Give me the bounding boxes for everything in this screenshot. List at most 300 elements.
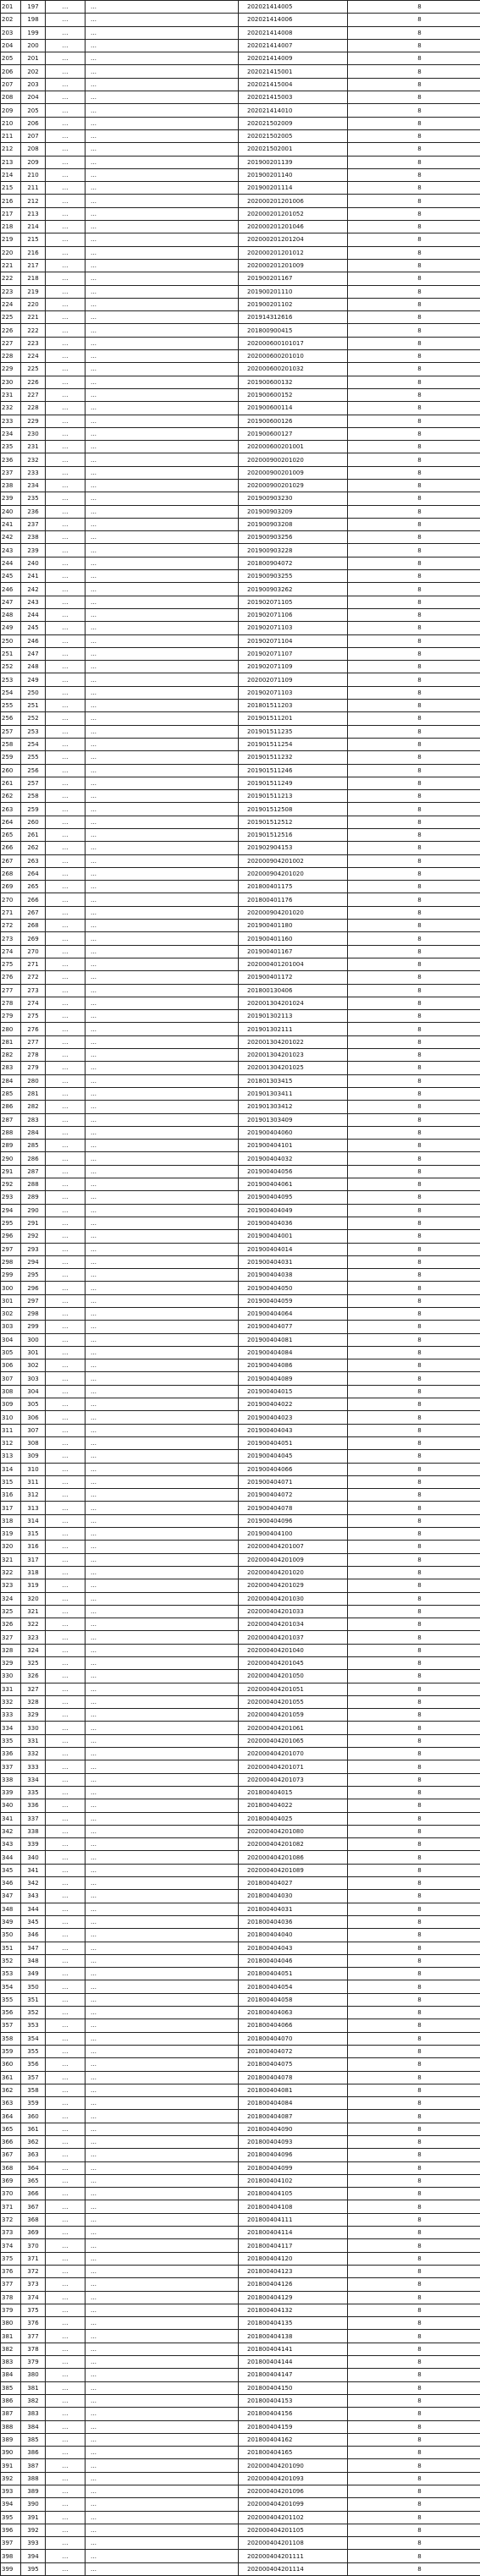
row-number-cell: 314 xyxy=(1,1463,21,1475)
sequence-cell: 339 xyxy=(21,1838,46,1851)
table-row xyxy=(1,337,480,349)
name-cell: … xyxy=(46,1695,86,1708)
college-cell: … xyxy=(86,712,239,725)
table-row xyxy=(1,207,480,220)
name-cell: … xyxy=(46,829,86,842)
score-cell: 8 xyxy=(348,2161,480,2174)
table-row xyxy=(1,324,480,337)
score-cell: 8 xyxy=(348,725,480,738)
name-cell: … xyxy=(46,1217,86,1229)
table-row xyxy=(1,686,480,699)
sequence-cell: 384 xyxy=(21,2420,46,2433)
sequence-cell: 245 xyxy=(21,622,46,634)
student-id-cell: 201901511201 xyxy=(239,712,348,725)
college-cell: … xyxy=(86,945,239,958)
sequence-cell: 360 xyxy=(21,2110,46,2123)
score-cell: 8 xyxy=(348,1579,480,1592)
table-row xyxy=(1,1424,480,1436)
college-cell: … xyxy=(86,14,239,26)
student-id-cell: 201902071103 xyxy=(239,686,348,699)
name-cell: … xyxy=(46,441,86,453)
student-id-cell: 201800404162 xyxy=(239,2433,348,2446)
table-row xyxy=(1,1657,480,1670)
sequence-cell: 326 xyxy=(21,1670,46,1683)
name-cell: … xyxy=(46,544,86,557)
student-id-cell: 202000404201061 xyxy=(239,1722,348,1734)
college-cell: … xyxy=(86,2084,239,2096)
sequence-cell: 277 xyxy=(21,1035,46,1048)
table-row xyxy=(1,2161,480,2174)
sequence-cell: 382 xyxy=(21,2394,46,2407)
student-id-cell: 201800404025 xyxy=(239,1812,348,1825)
name-cell: … xyxy=(46,2045,86,2057)
sequence-cell: 325 xyxy=(21,1657,46,1670)
score-cell: 8 xyxy=(348,65,480,78)
student-id-cell: 201902071105 xyxy=(239,596,348,608)
student-id-cell: 201902071107 xyxy=(239,647,348,660)
row-number-cell: 212 xyxy=(1,143,21,156)
score-cell: 8 xyxy=(348,712,480,725)
sequence-cell: 380 xyxy=(21,2369,46,2381)
sequence-cell: 349 xyxy=(21,1968,46,1980)
row-number-cell: 346 xyxy=(1,1877,21,1890)
score-cell: 8 xyxy=(348,531,480,544)
college-cell: … xyxy=(86,1062,239,1074)
sequence-cell: 320 xyxy=(21,1592,46,1605)
score-cell: 8 xyxy=(348,311,480,324)
score-cell: 8 xyxy=(348,2135,480,2148)
table-row xyxy=(1,1269,480,1282)
name-cell: … xyxy=(46,492,86,505)
student-id-cell: 201800404102 xyxy=(239,2174,348,2187)
college-cell: … xyxy=(86,2524,239,2536)
score-cell: 8 xyxy=(348,1929,480,1942)
name-cell: … xyxy=(46,1269,86,1282)
name-cell: … xyxy=(46,1475,86,1488)
name-cell: … xyxy=(46,2537,86,2550)
row-number-cell: 382 xyxy=(1,2343,21,2355)
name-cell: … xyxy=(46,790,86,803)
row-number-cell: 365 xyxy=(1,2123,21,2135)
college-cell: … xyxy=(86,686,239,699)
name-cell: … xyxy=(46,156,86,168)
sequence-cell: 316 xyxy=(21,1541,46,1553)
student-id-cell: 201900404014 xyxy=(239,1243,348,1255)
score-cell: 8 xyxy=(348,984,480,997)
name-cell: … xyxy=(46,2511,86,2524)
student-id-cell: 202001304201024 xyxy=(239,997,348,1009)
student-id-cell: 201900201114 xyxy=(239,182,348,195)
row-number-cell: 378 xyxy=(1,2291,21,2304)
row-number-cell: 287 xyxy=(1,1113,21,1126)
college-cell: … xyxy=(86,673,239,686)
college-cell: … xyxy=(86,1010,239,1023)
student-id-cell: 201902071106 xyxy=(239,608,348,621)
table-row xyxy=(1,1010,480,1023)
college-cell: … xyxy=(86,233,239,246)
score-cell: 8 xyxy=(348,1385,480,1398)
name-cell: … xyxy=(46,673,86,686)
row-number-cell: 319 xyxy=(1,1528,21,1541)
student-id-cell: 201900404022 xyxy=(239,1398,348,1411)
student-id-cell: 201901303411 xyxy=(239,1087,348,1100)
row-number-cell: 318 xyxy=(1,1514,21,1527)
sequence-cell: 222 xyxy=(21,324,46,337)
name-cell: … xyxy=(46,2330,86,2343)
name-cell: … xyxy=(46,2097,86,2110)
college-cell: … xyxy=(86,1579,239,1592)
sequence-cell: 292 xyxy=(21,1230,46,1243)
college-cell: … xyxy=(86,932,239,945)
name-cell: … xyxy=(46,1980,86,1993)
table-row xyxy=(1,2420,480,2433)
table-row xyxy=(1,816,480,828)
table-row xyxy=(1,1631,480,1644)
college-cell: … xyxy=(86,1929,239,1942)
row-number-cell: 361 xyxy=(1,2071,21,2084)
sequence-cell: 366 xyxy=(21,2188,46,2200)
name-cell: … xyxy=(46,78,86,91)
student-id-cell: 201900600114 xyxy=(239,402,348,415)
row-number-cell: 348 xyxy=(1,1903,21,1915)
name-cell: … xyxy=(46,415,86,427)
sequence-cell: 261 xyxy=(21,829,46,842)
name-cell: … xyxy=(46,1760,86,1773)
sequence-cell: 315 xyxy=(21,1528,46,1541)
student-id-cell: 202000404201096 xyxy=(239,2485,348,2498)
sequence-cell: 273 xyxy=(21,984,46,997)
row-number-cell: 234 xyxy=(1,427,21,440)
college-cell: … xyxy=(86,466,239,479)
student-id-cell: 201800404132 xyxy=(239,2304,348,2316)
row-number-cell: 220 xyxy=(1,246,21,259)
name-cell: … xyxy=(46,1062,86,1074)
college-cell: … xyxy=(86,285,239,298)
row-number-cell: 352 xyxy=(1,1954,21,1967)
score-cell: 8 xyxy=(348,1450,480,1463)
student-id-cell: 201800404036 xyxy=(239,1915,348,1928)
college-cell: … xyxy=(86,195,239,207)
row-number-cell: 278 xyxy=(1,997,21,1009)
name-cell: … xyxy=(46,2135,86,2148)
row-number-cell: 354 xyxy=(1,1980,21,1993)
student-id-cell: 201800404144 xyxy=(239,2356,348,2369)
name-cell: … xyxy=(46,1618,86,1631)
table-row xyxy=(1,2381,480,2394)
row-number-cell: 371 xyxy=(1,2200,21,2213)
table-row xyxy=(1,1695,480,1708)
score-cell: 8 xyxy=(348,1062,480,1074)
score-cell: 8 xyxy=(348,570,480,583)
table-row xyxy=(1,751,480,764)
score-cell: 8 xyxy=(348,661,480,673)
college-cell: … xyxy=(86,2511,239,2524)
name-cell: … xyxy=(46,1243,86,1255)
name-cell: … xyxy=(46,207,86,220)
sequence-cell: 250 xyxy=(21,686,46,699)
student-id-cell: 201800404093 xyxy=(239,2135,348,2148)
sequence-cell: 197 xyxy=(21,1,46,14)
row-number-cell: 389 xyxy=(1,2433,21,2446)
college-cell: … xyxy=(86,298,239,310)
name-cell: … xyxy=(46,2084,86,2096)
name-cell: … xyxy=(46,1553,86,1566)
name-cell: … xyxy=(46,1592,86,1605)
student-id-cell: 202000404201111 xyxy=(239,2550,348,2562)
sequence-cell: 378 xyxy=(21,2343,46,2355)
name-cell: … xyxy=(46,143,86,156)
student-id-cell: 201900404101 xyxy=(239,1140,348,1152)
sequence-cell: 248 xyxy=(21,661,46,673)
score-cell: 8 xyxy=(348,686,480,699)
sequence-cell: 221 xyxy=(21,311,46,324)
college-cell: … xyxy=(86,1023,239,1035)
name-cell: … xyxy=(46,906,86,919)
student-id-cell: 202000404201030 xyxy=(239,1592,348,1605)
table-row xyxy=(1,2524,480,2536)
score-cell: 8 xyxy=(348,1243,480,1255)
college-cell: … xyxy=(86,1359,239,1372)
table-row xyxy=(1,906,480,919)
sequence-cell: 373 xyxy=(21,2278,46,2291)
name-cell: … xyxy=(46,2304,86,2316)
table-row xyxy=(1,700,480,712)
score-cell: 8 xyxy=(348,1592,480,1605)
sequence-cell: 253 xyxy=(21,725,46,738)
table-row xyxy=(1,298,480,310)
name-cell: … xyxy=(46,1255,86,1268)
row-number-cell: 201 xyxy=(1,1,21,14)
student-id-cell: 202000404201090 xyxy=(239,2459,348,2472)
score-cell: 8 xyxy=(348,2227,480,2239)
row-number-cell: 215 xyxy=(1,182,21,195)
score-cell: 8 xyxy=(348,1165,480,1178)
table-row xyxy=(1,1722,480,1734)
table-row xyxy=(1,1321,480,1333)
row-number-cell: 223 xyxy=(1,285,21,298)
name-cell: … xyxy=(46,712,86,725)
student-id-cell: 202000404201071 xyxy=(239,1760,348,1773)
college-cell: … xyxy=(86,2135,239,2148)
row-number-cell: 376 xyxy=(1,2265,21,2277)
sequence-cell: 319 xyxy=(21,1579,46,1592)
score-cell: 8 xyxy=(348,26,480,39)
row-number-cell: 226 xyxy=(1,324,21,337)
sequence-cell: 258 xyxy=(21,790,46,803)
table-row xyxy=(1,583,480,596)
college-cell: … xyxy=(86,661,239,673)
college-cell: … xyxy=(86,492,239,505)
score-cell: 8 xyxy=(348,52,480,65)
name-cell: … xyxy=(46,311,86,324)
student-id-cell: 201900404015 xyxy=(239,1385,348,1398)
sequence-cell: 309 xyxy=(21,1450,46,1463)
sequence-cell: 290 xyxy=(21,1204,46,1217)
college-cell: … xyxy=(86,1618,239,1631)
sequence-cell: 215 xyxy=(21,233,46,246)
sequence-cell: 205 xyxy=(21,104,46,117)
sequence-cell: 330 xyxy=(21,1722,46,1734)
table-row xyxy=(1,2252,480,2265)
name-cell: … xyxy=(46,1541,86,1553)
score-cell: 8 xyxy=(348,1851,480,1864)
table-row xyxy=(1,673,480,686)
row-number-cell: 273 xyxy=(1,932,21,945)
score-cell: 8 xyxy=(348,751,480,764)
college-cell: … xyxy=(86,1683,239,1695)
row-number-cell: 299 xyxy=(1,1269,21,1282)
name-cell: … xyxy=(46,2123,86,2135)
student-id-cell: 201800404054 xyxy=(239,1980,348,1993)
table-row xyxy=(1,1605,480,1618)
score-cell: 8 xyxy=(348,1631,480,1644)
row-number-cell: 303 xyxy=(1,1321,21,1333)
score-cell: 8 xyxy=(348,195,480,207)
score-cell: 8 xyxy=(348,1877,480,1890)
college-cell: … xyxy=(86,2291,239,2304)
table-row xyxy=(1,2369,480,2381)
student-id-cell: 202000201201009 xyxy=(239,259,348,272)
score-cell: 8 xyxy=(348,1954,480,1967)
student-id-cell: 202000404201007 xyxy=(239,1541,348,1553)
score-cell: 8 xyxy=(348,1372,480,1385)
name-cell: … xyxy=(46,2550,86,2562)
student-id-cell: 202000404201059 xyxy=(239,1709,348,1722)
college-cell: … xyxy=(86,544,239,557)
student-id-cell: 201900903209 xyxy=(239,505,348,518)
score-cell: 8 xyxy=(348,182,480,195)
college-cell: … xyxy=(86,2149,239,2161)
table-row xyxy=(1,65,480,78)
student-id-cell: 201900401160 xyxy=(239,932,348,945)
table-row xyxy=(1,2071,480,2084)
score-cell: 8 xyxy=(348,2537,480,2550)
score-cell: 8 xyxy=(348,997,480,1009)
row-number-cell: 240 xyxy=(1,505,21,518)
table-row xyxy=(1,52,480,65)
name-cell: … xyxy=(46,388,86,401)
sequence-cell: 206 xyxy=(21,117,46,129)
sequence-cell: 262 xyxy=(21,842,46,854)
name-cell: … xyxy=(46,1294,86,1307)
sequence-cell: 281 xyxy=(21,1087,46,1100)
sequence-cell: 335 xyxy=(21,1786,46,1799)
row-number-cell: 280 xyxy=(1,1023,21,1035)
score-cell: 8 xyxy=(348,700,480,712)
name-cell: … xyxy=(46,324,86,337)
student-id-cell: 201800404058 xyxy=(239,1993,348,2006)
sequence-cell: 358 xyxy=(21,2084,46,2096)
sequence-cell: 313 xyxy=(21,1502,46,1514)
sequence-cell: 237 xyxy=(21,518,46,530)
sequence-cell: 308 xyxy=(21,1436,46,1449)
student-id-cell: 201800401176 xyxy=(239,893,348,906)
score-cell: 8 xyxy=(348,1087,480,1100)
college-cell: … xyxy=(86,647,239,660)
sequence-cell: 344 xyxy=(21,1903,46,1915)
college-cell: … xyxy=(86,2537,239,2550)
sequence-cell: 202 xyxy=(21,65,46,78)
name-cell: … xyxy=(46,1579,86,1592)
score-cell: 8 xyxy=(348,816,480,828)
college-cell: … xyxy=(86,893,239,906)
row-number-cell: 239 xyxy=(1,492,21,505)
student-id-cell: 201900404001 xyxy=(239,1230,348,1243)
college-cell: … xyxy=(86,311,239,324)
student-id-cell: 202000404201009 xyxy=(239,1553,348,1566)
name-cell: … xyxy=(46,1178,86,1191)
name-cell: … xyxy=(46,2343,86,2355)
name-cell: … xyxy=(46,984,86,997)
table-row xyxy=(1,195,480,207)
sequence-cell: 377 xyxy=(21,2330,46,2343)
table-row xyxy=(1,2408,480,2420)
table-row xyxy=(1,1178,480,1191)
sequence-cell: 291 xyxy=(21,1217,46,1229)
student-id-cell: 201900404072 xyxy=(239,1489,348,1502)
row-number-cell: 248 xyxy=(1,608,21,621)
row-number-cell: 341 xyxy=(1,1812,21,1825)
student-id-cell: 202000900201009 xyxy=(239,466,348,479)
college-cell: … xyxy=(86,1140,239,1152)
row-number-cell: 380 xyxy=(1,2317,21,2330)
student-id-cell: 202000904201020 xyxy=(239,906,348,919)
sequence-cell: 218 xyxy=(21,272,46,285)
row-number-cell: 288 xyxy=(1,1126,21,1139)
table-row xyxy=(1,2304,480,2316)
name-cell: … xyxy=(46,195,86,207)
college-cell: … xyxy=(86,207,239,220)
table-row xyxy=(1,117,480,129)
score-cell: 8 xyxy=(348,647,480,660)
sequence-cell: 271 xyxy=(21,958,46,970)
table-row xyxy=(1,2123,480,2135)
college-cell: … xyxy=(86,117,239,129)
sequence-cell: 223 xyxy=(21,337,46,349)
score-cell: 8 xyxy=(348,1825,480,1837)
college-cell: … xyxy=(86,1087,239,1100)
sequence-cell: 203 xyxy=(21,78,46,91)
college-cell: … xyxy=(86,65,239,78)
sequence-cell: 278 xyxy=(21,1049,46,1062)
college-cell: … xyxy=(86,2498,239,2511)
college-cell: … xyxy=(86,2408,239,2420)
score-cell: 8 xyxy=(348,596,480,608)
sequence-cell: 226 xyxy=(21,376,46,388)
name-cell: … xyxy=(46,1436,86,1449)
college-cell: … xyxy=(86,1528,239,1541)
score-cell: 8 xyxy=(348,2381,480,2394)
score-cell: 8 xyxy=(348,2200,480,2213)
name-cell: … xyxy=(46,259,86,272)
row-number-cell: 286 xyxy=(1,1101,21,1113)
college-cell: … xyxy=(86,1463,239,1475)
college-cell: … xyxy=(86,2239,239,2252)
college-cell: … xyxy=(86,1980,239,1993)
name-cell: … xyxy=(46,2278,86,2291)
name-cell: … xyxy=(46,2032,86,2045)
row-number-cell: 282 xyxy=(1,1049,21,1062)
student-id-cell: 201900404059 xyxy=(239,1294,348,1307)
college-cell: … xyxy=(86,920,239,932)
row-number-cell: 294 xyxy=(1,1204,21,1217)
student-id-cell: 202000404201105 xyxy=(239,2524,348,2536)
student-id-cell: 201800404043 xyxy=(239,1942,348,1954)
score-cell: 8 xyxy=(348,1760,480,1773)
sequence-cell: 227 xyxy=(21,388,46,401)
college-cell: … xyxy=(86,1269,239,1282)
row-number-cell: 370 xyxy=(1,2188,21,2200)
